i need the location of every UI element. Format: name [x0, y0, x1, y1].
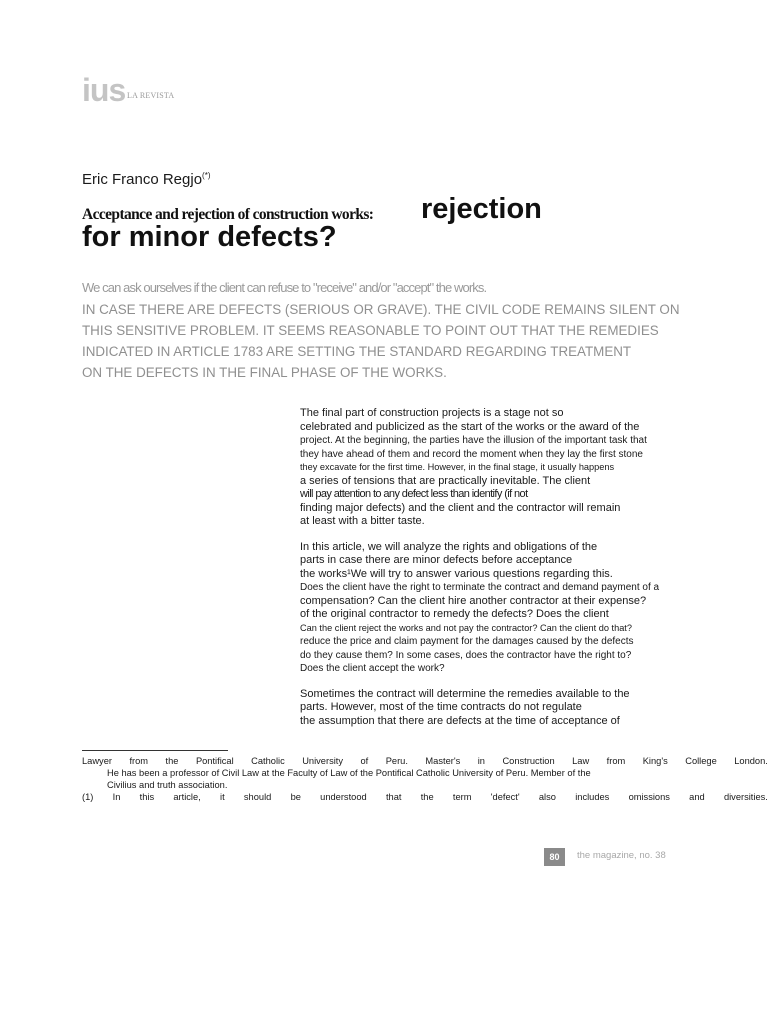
footnote-word: the	[165, 756, 179, 766]
footnote-word: it	[220, 792, 225, 802]
footnote-word: Master's	[425, 756, 461, 766]
body-line: they have ahead of them and record the moment when they lay the first stone	[300, 448, 643, 460]
footnote-word: Construction	[502, 756, 555, 766]
footnote-word: from	[606, 756, 626, 766]
footnote-word: article,	[173, 792, 201, 802]
magazine-issue: the magazine, no. 38	[577, 850, 666, 861]
lead-question: We can ask ourselves if the client can refuse to "receive" and/or "accept" the works.	[82, 280, 487, 295]
logo-subtitle: LA REVISTA	[127, 91, 175, 100]
footnote-word: London.	[734, 756, 768, 766]
footnote-1	[82, 791, 768, 803]
article-title-bold-2: for minor defects?	[82, 221, 337, 253]
lead-line: IN CASE THERE ARE DEFECTS (SERIOUS OR GRAVE). THE CIVIL CODE REMAINS SILENT ON	[82, 302, 680, 317]
lead-line: THIS SENSITIVE PROBLEM. IT SEEMS REASONABLE TO POINT OUT THAT THE REMEDIES	[82, 323, 659, 338]
footnote-author-line-1	[82, 755, 768, 767]
footnote-author-line-2: He has been a professor of Civil Law at the Faculty of Law of the Pontifical Catholic University of Peru. Member of the	[107, 768, 591, 778]
footnote-word: Catholic	[251, 756, 285, 766]
page-number: 80	[544, 848, 565, 866]
lead-line: INDICATED IN ARTICLE 1783 ARE SETTING THE STANDARD REGARDING TREATMENT	[82, 344, 632, 359]
body-line: will pay attention to any defect less than identify (if not	[300, 488, 528, 500]
footnote-word: be	[290, 792, 301, 802]
footnote-word: Law	[572, 756, 590, 766]
body-line: In this article, we will analyze the rights and obligations of the	[300, 540, 598, 553]
body-line: finding major defects) and the client and the contractor will remain	[300, 501, 621, 514]
footnote-word: of	[360, 756, 369, 766]
body-line: parts. However, most of the time contracts do not regulate	[300, 701, 582, 713]
body-line: the works¹We will try to answer various questions regarding this.	[300, 567, 613, 580]
footnote-word: Pontifical	[195, 756, 234, 766]
ius-logo: ius	[82, 72, 126, 108]
footnote-word: University	[302, 756, 344, 766]
article-title-serif: Acceptance and rejection of construction works:	[82, 206, 374, 223]
footnote-author-line-3: Civilius and truth association.	[107, 780, 228, 790]
body-line: project. At the beginning, the parties have the illusion of the important task that	[300, 435, 647, 446]
body-line: Can the client reject the works and not pay the contractor? Can the client do that?	[300, 622, 632, 633]
footnote-word: should	[243, 792, 272, 802]
footnote-word: understood	[320, 792, 367, 802]
footnote-word: 'defect'	[490, 792, 520, 802]
body-line: reduce the price and claim payment for the damages caused by the defects	[300, 636, 634, 647]
footnote-word: the	[420, 792, 434, 802]
body-line: Does the client accept the work?	[300, 663, 445, 674]
footnote-word: King's	[642, 756, 668, 766]
body-line: they excavate for the first time. However, in the final stage, it usually happens	[300, 462, 615, 472]
article-title-bold-1: rejection	[421, 193, 542, 225]
footnote-word: from	[129, 756, 149, 766]
body-line: celebrated and publicized as the start of the works or the award of the	[300, 420, 640, 433]
footnote-word: In	[112, 792, 121, 802]
footnote-1-line	[82, 791, 768, 803]
lead-line: ON THE DEFECTS IN THE FINAL PHASE OF THE WORKS.	[82, 365, 447, 380]
body-line: Sometimes the contract will determine the remedies available to the	[300, 687, 630, 700]
footnote-word: also	[538, 792, 556, 802]
body-line: of the original contractor to remedy the defects? Does the client	[300, 608, 609, 620]
body-line: The final part of construction projects is a stage not so	[300, 407, 564, 419]
body-line: the assumption that there are defects at the time of acceptance of	[300, 714, 620, 727]
body-line: Does the client have the right to terminate the contract and demand payment of a	[300, 582, 660, 593]
footnote-word: diversities.	[723, 792, 768, 802]
footnote-word: Peru.	[385, 756, 408, 766]
lead-summary	[82, 299, 679, 383]
footnote-word: Lawyer	[82, 756, 112, 766]
body-line: compensation? Can the client hire another contractor at their expense?	[300, 594, 647, 607]
body-line: parts in case there are minor defects before acceptance	[300, 554, 573, 566]
author-name	[82, 171, 211, 188]
body-line: a series of tensions that are practically inevitable. The client	[300, 474, 591, 487]
footnote-word: and	[689, 792, 705, 802]
body-line: do they cause them? In some cases, does the contractor have the right to?	[300, 649, 632, 661]
footnote-word: that	[385, 792, 402, 802]
body-column	[300, 407, 684, 728]
footnote-word: omissions	[628, 792, 670, 802]
footnote-author	[82, 755, 768, 791]
footnote-word: this	[139, 792, 155, 802]
footnote-word: term	[452, 792, 472, 802]
footnote-word: includes	[575, 792, 610, 802]
footnote-rule	[82, 750, 228, 751]
footnote-word: College	[685, 756, 717, 766]
author-name-text: Eric Franco Regjo	[82, 171, 203, 188]
footnote-word: (1)	[82, 792, 94, 802]
body-line: at least with a bitter taste.	[300, 515, 425, 527]
footnote-word: in	[477, 756, 485, 766]
author-note-mark: (*)	[202, 171, 211, 180]
